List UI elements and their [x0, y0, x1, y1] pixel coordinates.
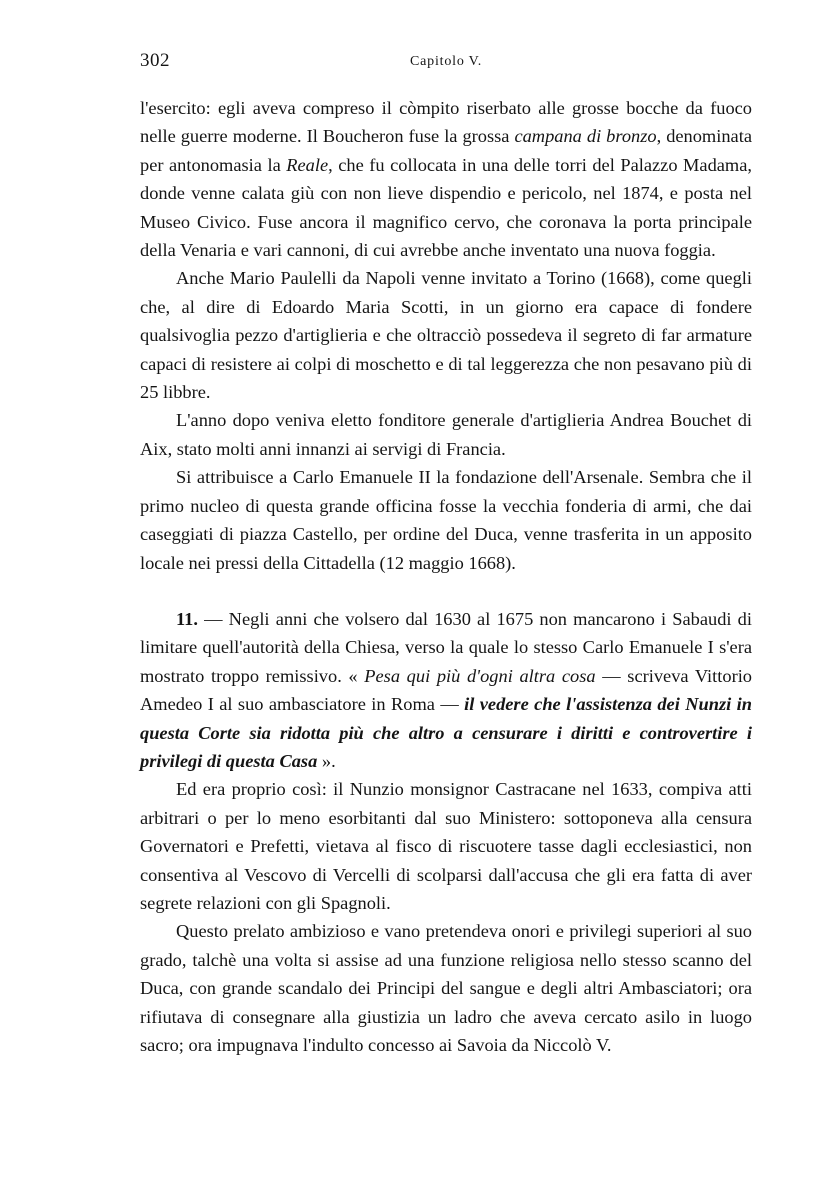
emphasized-text: il vedere che l'assistenza dei Nunzi in questa Corte sia ridotta più che altro a censurare i diritti e controvertire i privilegi di questa Casa: [140, 694, 752, 771]
text-run: Anche Mario Paulelli da Napoli venne invitato a Torino (1668), come quegli che, al dire di Edoardo Maria Scotti, in un giorno era capace di fondere qualsivoglia pezzo d'artiglieria e che oltracciò possedeva il segreto di far armature capaci di resistere ai colpi di moschetto e di tal leggerezza che non pesavano più di 25 libbre.: [140, 268, 752, 403]
text-run: L'anno dopo veniva eletto fonditore generale d'artiglieria Andrea Bouchet di Aix, stato molti anni innanzi ai servigi di Francia.: [140, 410, 752, 459]
paragraph: [140, 917, 752, 1059]
text-run: Ed era proprio così: il Nunzio monsignor Castracane nel 1633, compiva atti arbitrari o per lo meno esorbitanti dal suo Ministero: sottoponeva alla censura Governatori e Prefetti, vietava al fisco di riscuotere tasse dagli ecclesiastici, non consentiva al Vescovo di Vercelli di scolparsi dall'accusa che gli era fatta di aver segrete relazioni con gli Spagnoli.: [140, 779, 752, 913]
section-number: 11.: [176, 608, 198, 629]
chapter-title: Capitolo V.: [410, 54, 483, 69]
body-text: [140, 94, 752, 1059]
text-run: , che fu collocata in una delle torri del Palazzo Madama, donde venne calata giù con non lieve dispendio e pericolo, nel 1874, e posta nel Museo Civico. Fuse ancora il magnifico cervo, che coronava la porta principale della Venaria e vari cannoni, di cui avrebbe anche inventato una nuova foggia.: [140, 154, 752, 261]
page-number: 302: [140, 50, 170, 71]
page-header: [140, 50, 752, 80]
paragraph: [140, 775, 752, 917]
text-run: — Negli anni che volsero dal 1630 al 1675 non mancarono i Sabaudi di limitare quell'autorità della Chiesa, verso la quale lo stesso Carlo Emanuele I s'era mostrato troppo remissivo. «: [140, 608, 752, 686]
text-run: l'esercito: egli aveva compreso il còmpito riserbato alle grosse bocche da fuoco nelle guerre moderne. Il Boucheron fuse la grossa: [140, 98, 752, 147]
text-run: ».: [317, 750, 336, 771]
section-paragraph: [140, 605, 752, 775]
emphasized-text: Pesa qui più d'ogni altra cosa: [364, 665, 596, 686]
text-run: , denominata per antonomasia la: [140, 126, 752, 175]
emphasized-text: campana di bronzo: [514, 126, 657, 147]
paragraph: [140, 463, 752, 577]
text-run: — scriveva Vittorio Amedeo I al suo ambasciatore in Roma —: [140, 665, 752, 715]
paragraph: [140, 406, 752, 463]
emphasized-text: Reale: [286, 154, 329, 175]
text-run: Si attribuisce a Carlo Emanuele II la fondazione dell'Arsenale. Sembra che il primo nucleo di questa grande officina fosse la vecchia fonderia di armi, che dai caseggiati di piazza Castello, per ordine del Duca, venne trasferita in un apposito locale nei pressi della Cittadella (12 maggio 1668).: [140, 467, 752, 573]
paragraph: [140, 264, 752, 406]
text-run: Questo prelato ambizioso e vano pretendeva onori e privilegi superiori al suo grado, talchè una volta si assise ad una funzione religiosa nello stesso scanno del Duca, con grande scandalo dei Principi del sangue e degli altri Ambasciatori; ora rifiutava di consegnare alla giustizia un ladro che aveva cercato asilo in luogo sacro; ora impugnava l'indulto concesso ai Savoia da Niccolò V.: [140, 921, 752, 1055]
paragraph: [140, 94, 752, 264]
